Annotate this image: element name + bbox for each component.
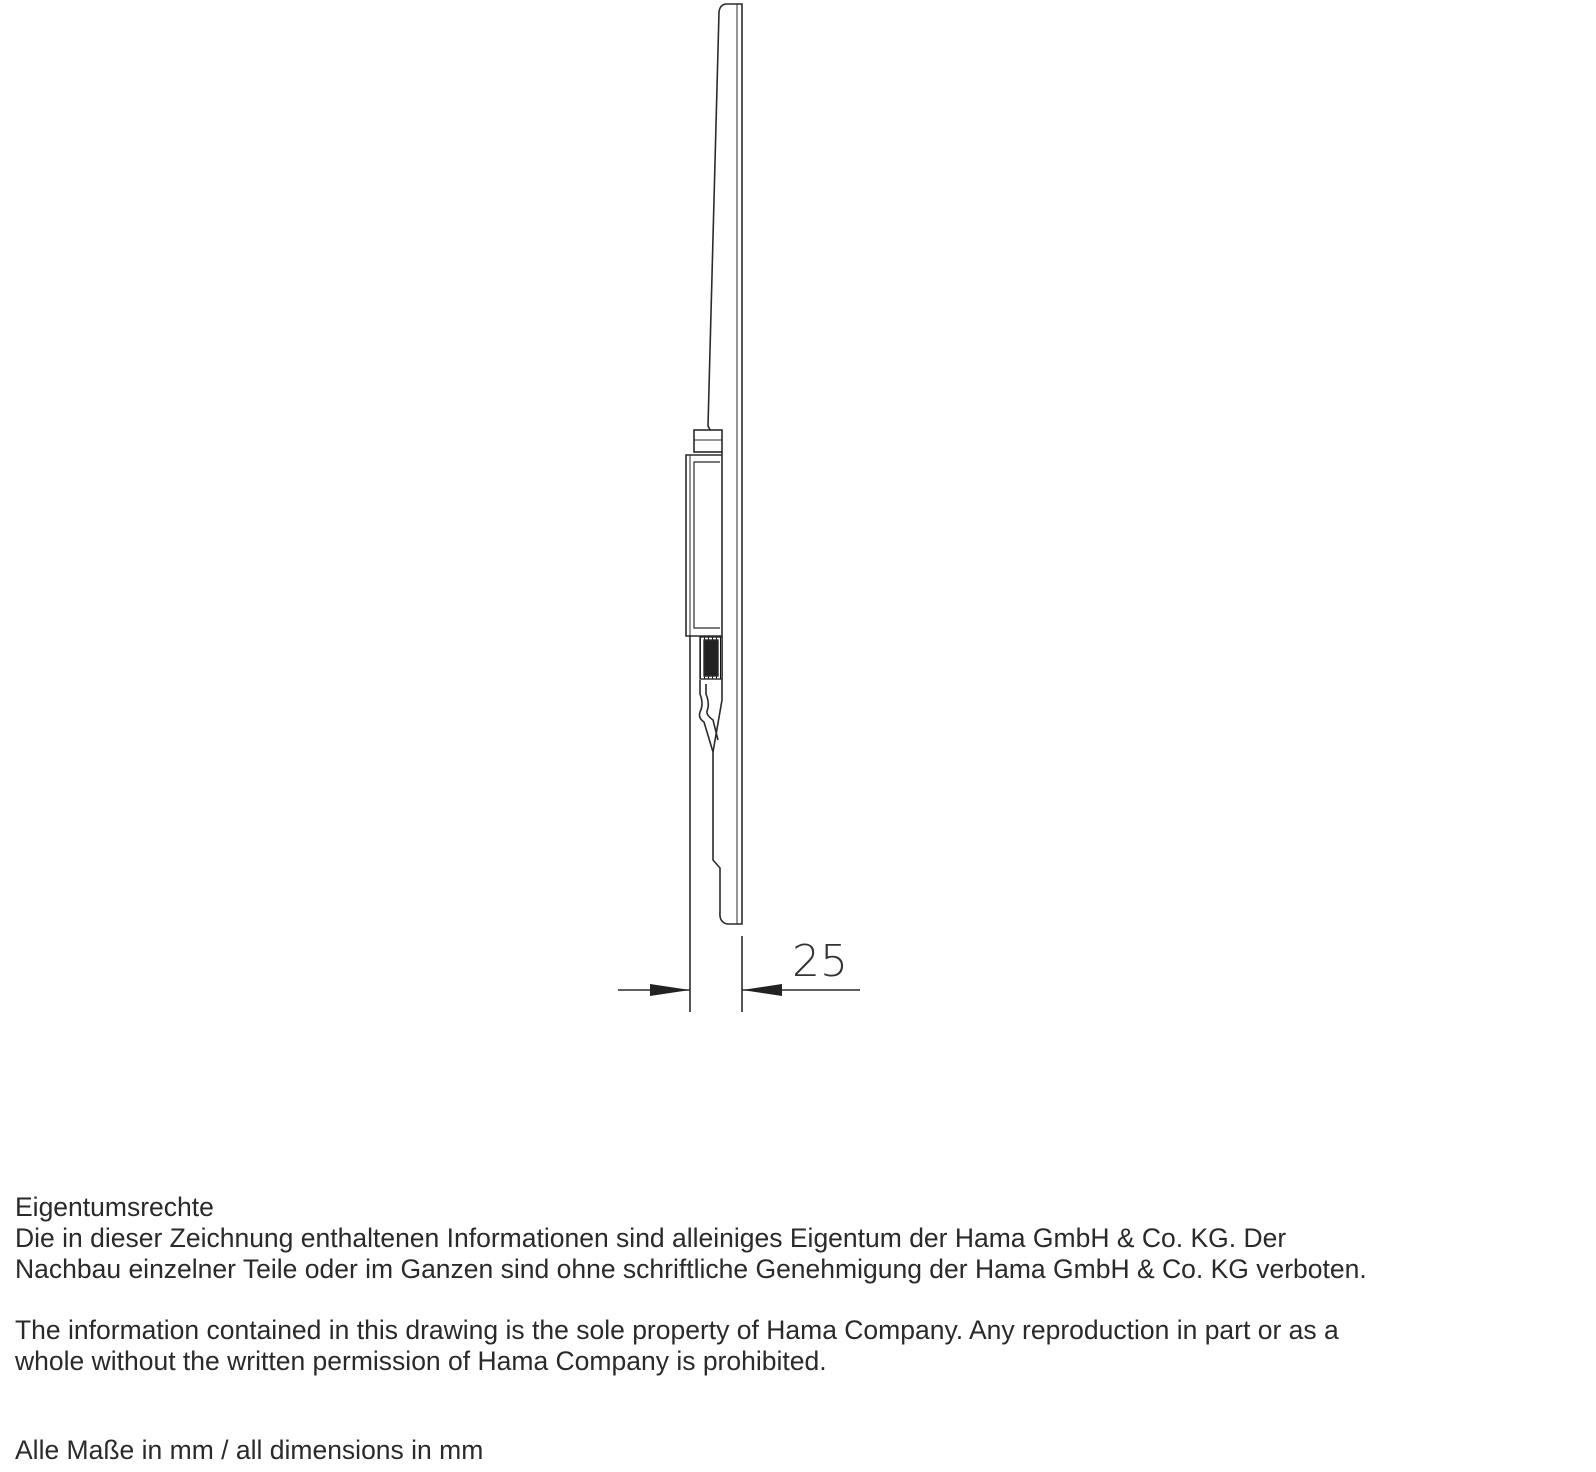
arrowhead-right — [742, 984, 782, 996]
locking-section — [700, 637, 722, 679]
notes-line-de-2: Nachbau einzelner Teile oder im Ganzen sind ohne schriftliche Genehmigung der Hama GmbH & Co. KG verboten. — [15, 1254, 1367, 1284]
arrowhead-left — [650, 984, 690, 996]
dimension-value: 25 — [792, 936, 848, 987]
notes-line-de-1: Die in dieser Zeichnung enthaltenen Informationen sind alleiniges Eigentum der Hama GmbH & Co. KG. Der — [15, 1223, 1287, 1253]
legal-notes — [15, 1192, 1585, 1466]
notes-line-en-1: The information contained in this drawing is the sole property of Hama Company. Any reproduction in part or as a — [15, 1315, 1339, 1345]
notes-title-de: Eigentumsrechte — [15, 1192, 214, 1222]
notes-line-en-2: whole without the written permission of Hama Company is prohibited. — [15, 1346, 827, 1376]
tv-panel-outline — [708, 4, 742, 924]
mounting-block — [694, 430, 722, 452]
units-note: Alle Maße in mm / all dimensions in mm — [15, 1435, 484, 1465]
wall-bracket — [686, 455, 722, 636]
